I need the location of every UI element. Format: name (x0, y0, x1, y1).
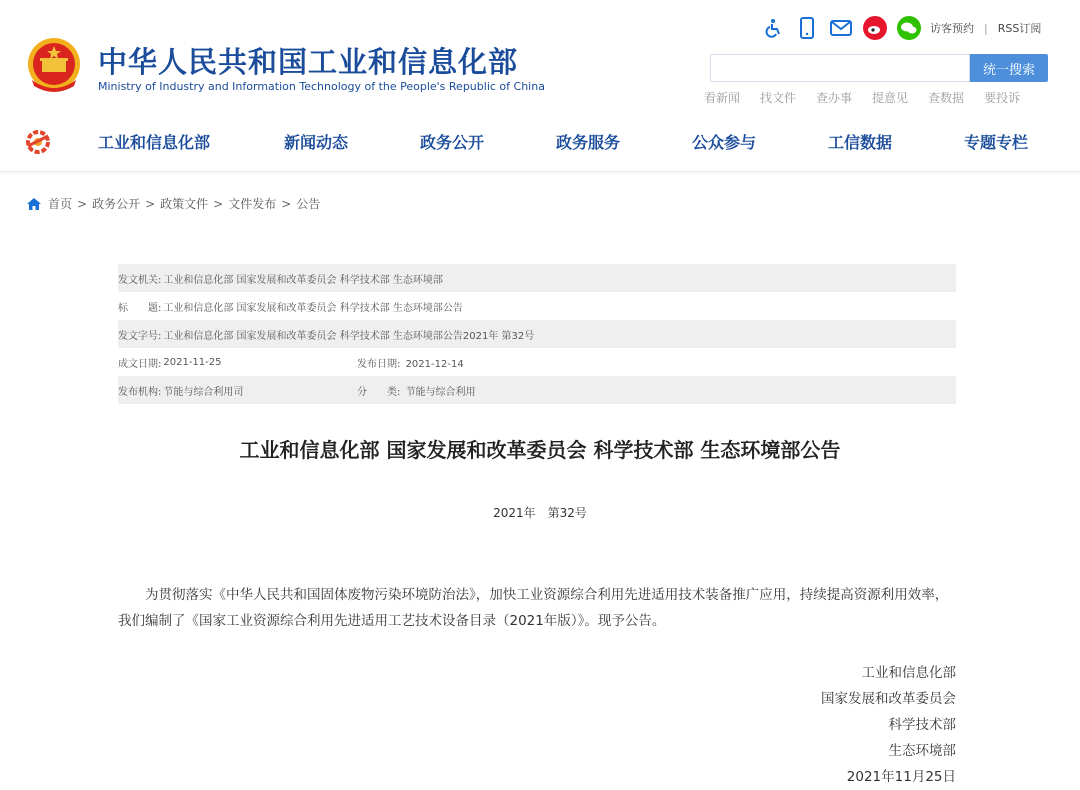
nav-ministry[interactable]: 工业和信息化部 (98, 133, 211, 152)
meta-label: 发文字号: (118, 330, 162, 342)
breadcrumb-policy-files[interactable]: 政策文件 (160, 197, 209, 211)
search-input[interactable] (710, 54, 970, 82)
meta-row-issuer (118, 264, 956, 292)
quick-link-data[interactable]: 查数据 (928, 91, 965, 105)
meta-value-category: 节能与综合利用 (405, 386, 476, 398)
meta-label: 标 题: (118, 302, 162, 314)
quick-link-feedback[interactable]: 提意见 (872, 91, 909, 105)
search-button[interactable]: 统一搜索 (970, 54, 1048, 82)
signature-line: 科学技术部 (888, 717, 956, 733)
meta-category-group (357, 383, 476, 398)
meta-value-issuer: 工业和信息化部 国家发展和改革委员会 科学技术部 生态环境部 (163, 274, 443, 286)
signature-line: 工业和信息化部 (861, 665, 956, 681)
document-number: 2021年 第32号 (493, 506, 587, 520)
quick-links (704, 89, 1040, 106)
quick-link-complaint[interactable]: 要投诉 (984, 91, 1021, 105)
document-signature (821, 660, 956, 790)
meta-value-org: 节能与综合利用司 (163, 386, 244, 398)
breadcrumb-gov-affairs[interactable]: 政务公开 (92, 197, 141, 211)
breadcrumb-announcement[interactable]: 公告 (296, 197, 321, 211)
breadcrumb-separator: > (281, 196, 292, 211)
nav-gov-affairs[interactable]: 政务公开 (420, 133, 485, 152)
site-subtitle: Ministry of Industry and Information Technology of the People's Republic of China (98, 80, 545, 93)
nav-data[interactable]: 工信数据 (828, 133, 893, 152)
nav-public-participation[interactable]: 公众参与 (692, 133, 757, 152)
meta-value-title: 工业和信息化部 国家发展和改革委员会 科学技术部 生态环境部公告 (163, 302, 463, 314)
meta-row-title (118, 292, 956, 320)
accessibility-icon[interactable] (760, 15, 786, 41)
meta-label: 发布机构: (118, 386, 162, 398)
meta-row-org (118, 376, 956, 404)
signature-line: 国家发展和改革委员会 (821, 691, 956, 707)
mail-icon[interactable] (828, 15, 854, 41)
national-emblem-icon[interactable] (22, 34, 86, 98)
weibo-icon[interactable] (862, 15, 888, 41)
meta-value-doc-number: 工业和信息化部 国家发展和改革委员会 科学技术部 生态环境部公告2021年 第32号 (163, 330, 535, 342)
meta-published-group (357, 355, 464, 370)
breadcrumb-separator: > (77, 196, 88, 211)
meta-row-doc-number (118, 320, 956, 348)
quick-link-services[interactable]: 查办事 (816, 91, 853, 105)
meta-label: 发文机关: (118, 274, 162, 286)
utility-bar (760, 14, 1041, 42)
site-title[interactable]: 中华人民共和国工业和信息化部 (98, 45, 519, 79)
nav-news[interactable]: 新闻动态 (284, 133, 349, 152)
meta-label: 成文日期: (118, 358, 162, 370)
document-title: 工业和信息化部 国家发展和改革委员会 科学技术部 生态环境部公告 (239, 438, 841, 462)
quick-link-news[interactable]: 看新闻 (704, 91, 741, 105)
signature-date: 2021年11月25日 (846, 769, 956, 785)
nav-topics[interactable]: 专题专栏 (964, 133, 1029, 152)
meta-value-written-date: 2021-11-25 (163, 356, 222, 368)
utility-separator: | (984, 21, 988, 35)
document-body: 为贯彻落实《中华人民共和国固体废物污染环境防治法》，加快工业资源综合利用先进适用技术装备推广应用，持续提高资源利用效率，我们编制了《国家工业资源综合利用先进适用工艺技术设备目录（2021年版）》。现予公告。 (118, 587, 949, 629)
breadcrumb-file-release[interactable]: 文件发布 (228, 197, 277, 211)
site-header (0, 0, 1080, 112)
document-meta-table (118, 264, 956, 404)
home-icon[interactable] (26, 197, 42, 211)
signature-line: 生态环境部 (888, 743, 956, 759)
breadcrumb-separator: > (213, 196, 224, 211)
rss-link[interactable]: RSS订阅 (997, 22, 1042, 35)
visitor-appointment-link[interactable]: 访客预约 (930, 22, 974, 35)
meta-value-published-date: 2021-12-14 (405, 358, 464, 370)
breadcrumb-separator: > (145, 196, 156, 211)
breadcrumb (26, 195, 320, 212)
wechat-icon[interactable] (896, 15, 922, 41)
mobile-icon[interactable] (794, 15, 820, 41)
breadcrumb-home[interactable]: 首页 (48, 197, 73, 211)
nav-gov-services[interactable]: 政务服务 (556, 133, 621, 152)
quick-link-files[interactable]: 找文件 (760, 91, 797, 105)
meta-label: 发布日期: (357, 358, 401, 370)
main-nav (0, 116, 1080, 172)
ministry-logo-icon[interactable] (24, 128, 52, 156)
meta-label: 分 类: (357, 386, 401, 398)
meta-row-dates (118, 348, 956, 376)
